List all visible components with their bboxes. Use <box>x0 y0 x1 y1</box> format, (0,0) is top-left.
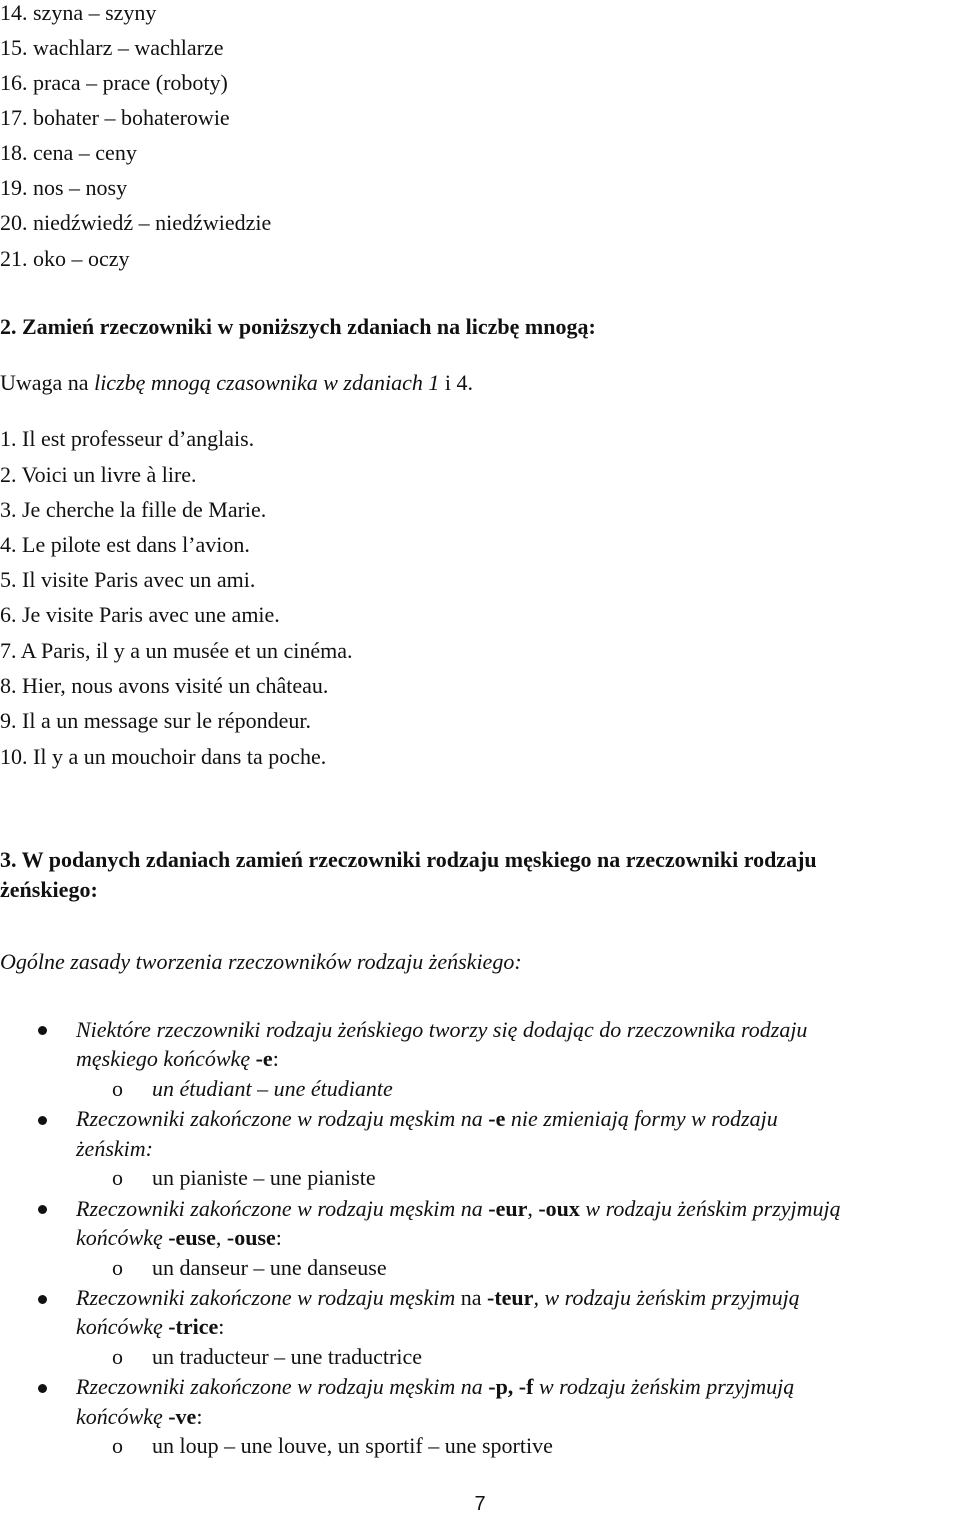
exercise-3-heading: 3. W podanych zdaniach zamień rzeczowniki rodzaju męskiego na rzeczowniki rodzaju <box>0 847 817 872</box>
bullet-icon <box>38 1026 47 1035</box>
rule-line: końcówkę -euse, -ouse: <box>76 1225 282 1250</box>
list-item: 15. wachlarz – wachlarze <box>0 35 224 60</box>
rule-line: końcówkę -trice: <box>76 1314 225 1339</box>
rules-title: Ogólne zasady tworzenia rzeczowników rodzaju żeńskiego: <box>0 949 522 974</box>
sentence-item: 10. Il y a un mouchoir dans ta poche. <box>0 744 327 769</box>
page-number: 7 <box>474 1493 486 1515</box>
exercise-3-heading-cont: żeńskiego: <box>0 877 98 902</box>
rule-line: męskiego końcówkę -e: <box>76 1046 279 1071</box>
bullet-icon <box>38 1384 47 1393</box>
list-item: 19. nos – nosy <box>0 175 128 200</box>
rule-line: Rzeczowniki zakończone w rodzaju męskim na -p, -f w rodzaju żeńskim przyjmują <box>76 1374 795 1399</box>
rule-line: żeńskim: <box>76 1136 153 1161</box>
exercise-2-note: Uwaga na liczbę mnogą czasownika w zdaniach 1 i 4. <box>0 370 473 395</box>
rule-example: o un étudiant – une étudiante <box>112 1076 393 1101</box>
rule-example: o un traducteur – une traductrice <box>112 1344 422 1369</box>
sentence-item: 3. Je cherche la fille de Marie. <box>0 497 267 522</box>
rule-example: o un danseur – une danseuse <box>112 1255 387 1280</box>
sentence-item: 2. Voici un livre à lire. <box>0 462 197 487</box>
rule-line: Rzeczowniki zakończone w rodzaju męskim na -e nie zmieniają formy w rodzaju <box>76 1106 778 1131</box>
list-item: 17. bohater – bohaterowie <box>0 105 230 130</box>
sentence-item: 5. Il visite Paris avec un ami. <box>0 567 256 592</box>
bullet-icon <box>38 1295 47 1304</box>
list-item: 18. cena – ceny <box>0 140 137 165</box>
exercise-2-heading: 2. Zamień rzeczowniki w poniższych zdaniach na liczbę mnogą: <box>0 314 596 339</box>
sentence-item: 9. Il a un message sur le répondeur. <box>0 708 311 733</box>
rule-line: Rzeczowniki zakończone w rodzaju męskim na -teur, w rodzaju żeńskim przyjmują <box>76 1285 800 1310</box>
rule-line: Niektóre rzeczowniki rodzaju żeńskiego tworzy się dodając do rzeczownika rodzaju <box>76 1017 808 1042</box>
sentence-item: 1. Il est professeur d’anglais. <box>0 426 255 451</box>
rule-line: końcówkę -ve: <box>76 1404 203 1429</box>
rule-example: o un loup – une louve, un sportif – une sportive <box>112 1433 553 1458</box>
list-item: 21. oko – oczy <box>0 246 130 271</box>
sentence-item: 6. Je visite Paris avec une amie. <box>0 602 280 627</box>
rule-line: Rzeczowniki zakończone w rodzaju męskim na -eur, -oux w rodzaju żeńskim przyjmują <box>76 1196 841 1221</box>
list-item: 16. praca – prace (roboty) <box>0 70 228 95</box>
bullet-icon <box>38 1205 47 1214</box>
list-item: 20. niedźwiedź – niedźwiedzie <box>0 210 272 235</box>
sentence-item: 8. Hier, nous avons visité un château. <box>0 673 329 698</box>
bullet-icon <box>38 1116 47 1125</box>
sentence-item: 4. Le pilote est dans l’avion. <box>0 532 250 557</box>
rule-example: o un pianiste – une pianiste <box>112 1165 376 1190</box>
list-item: 14. szyna – szyny <box>0 0 157 25</box>
sentence-item: 7. A Paris, il y a un musée et un cinéma. <box>0 638 353 663</box>
